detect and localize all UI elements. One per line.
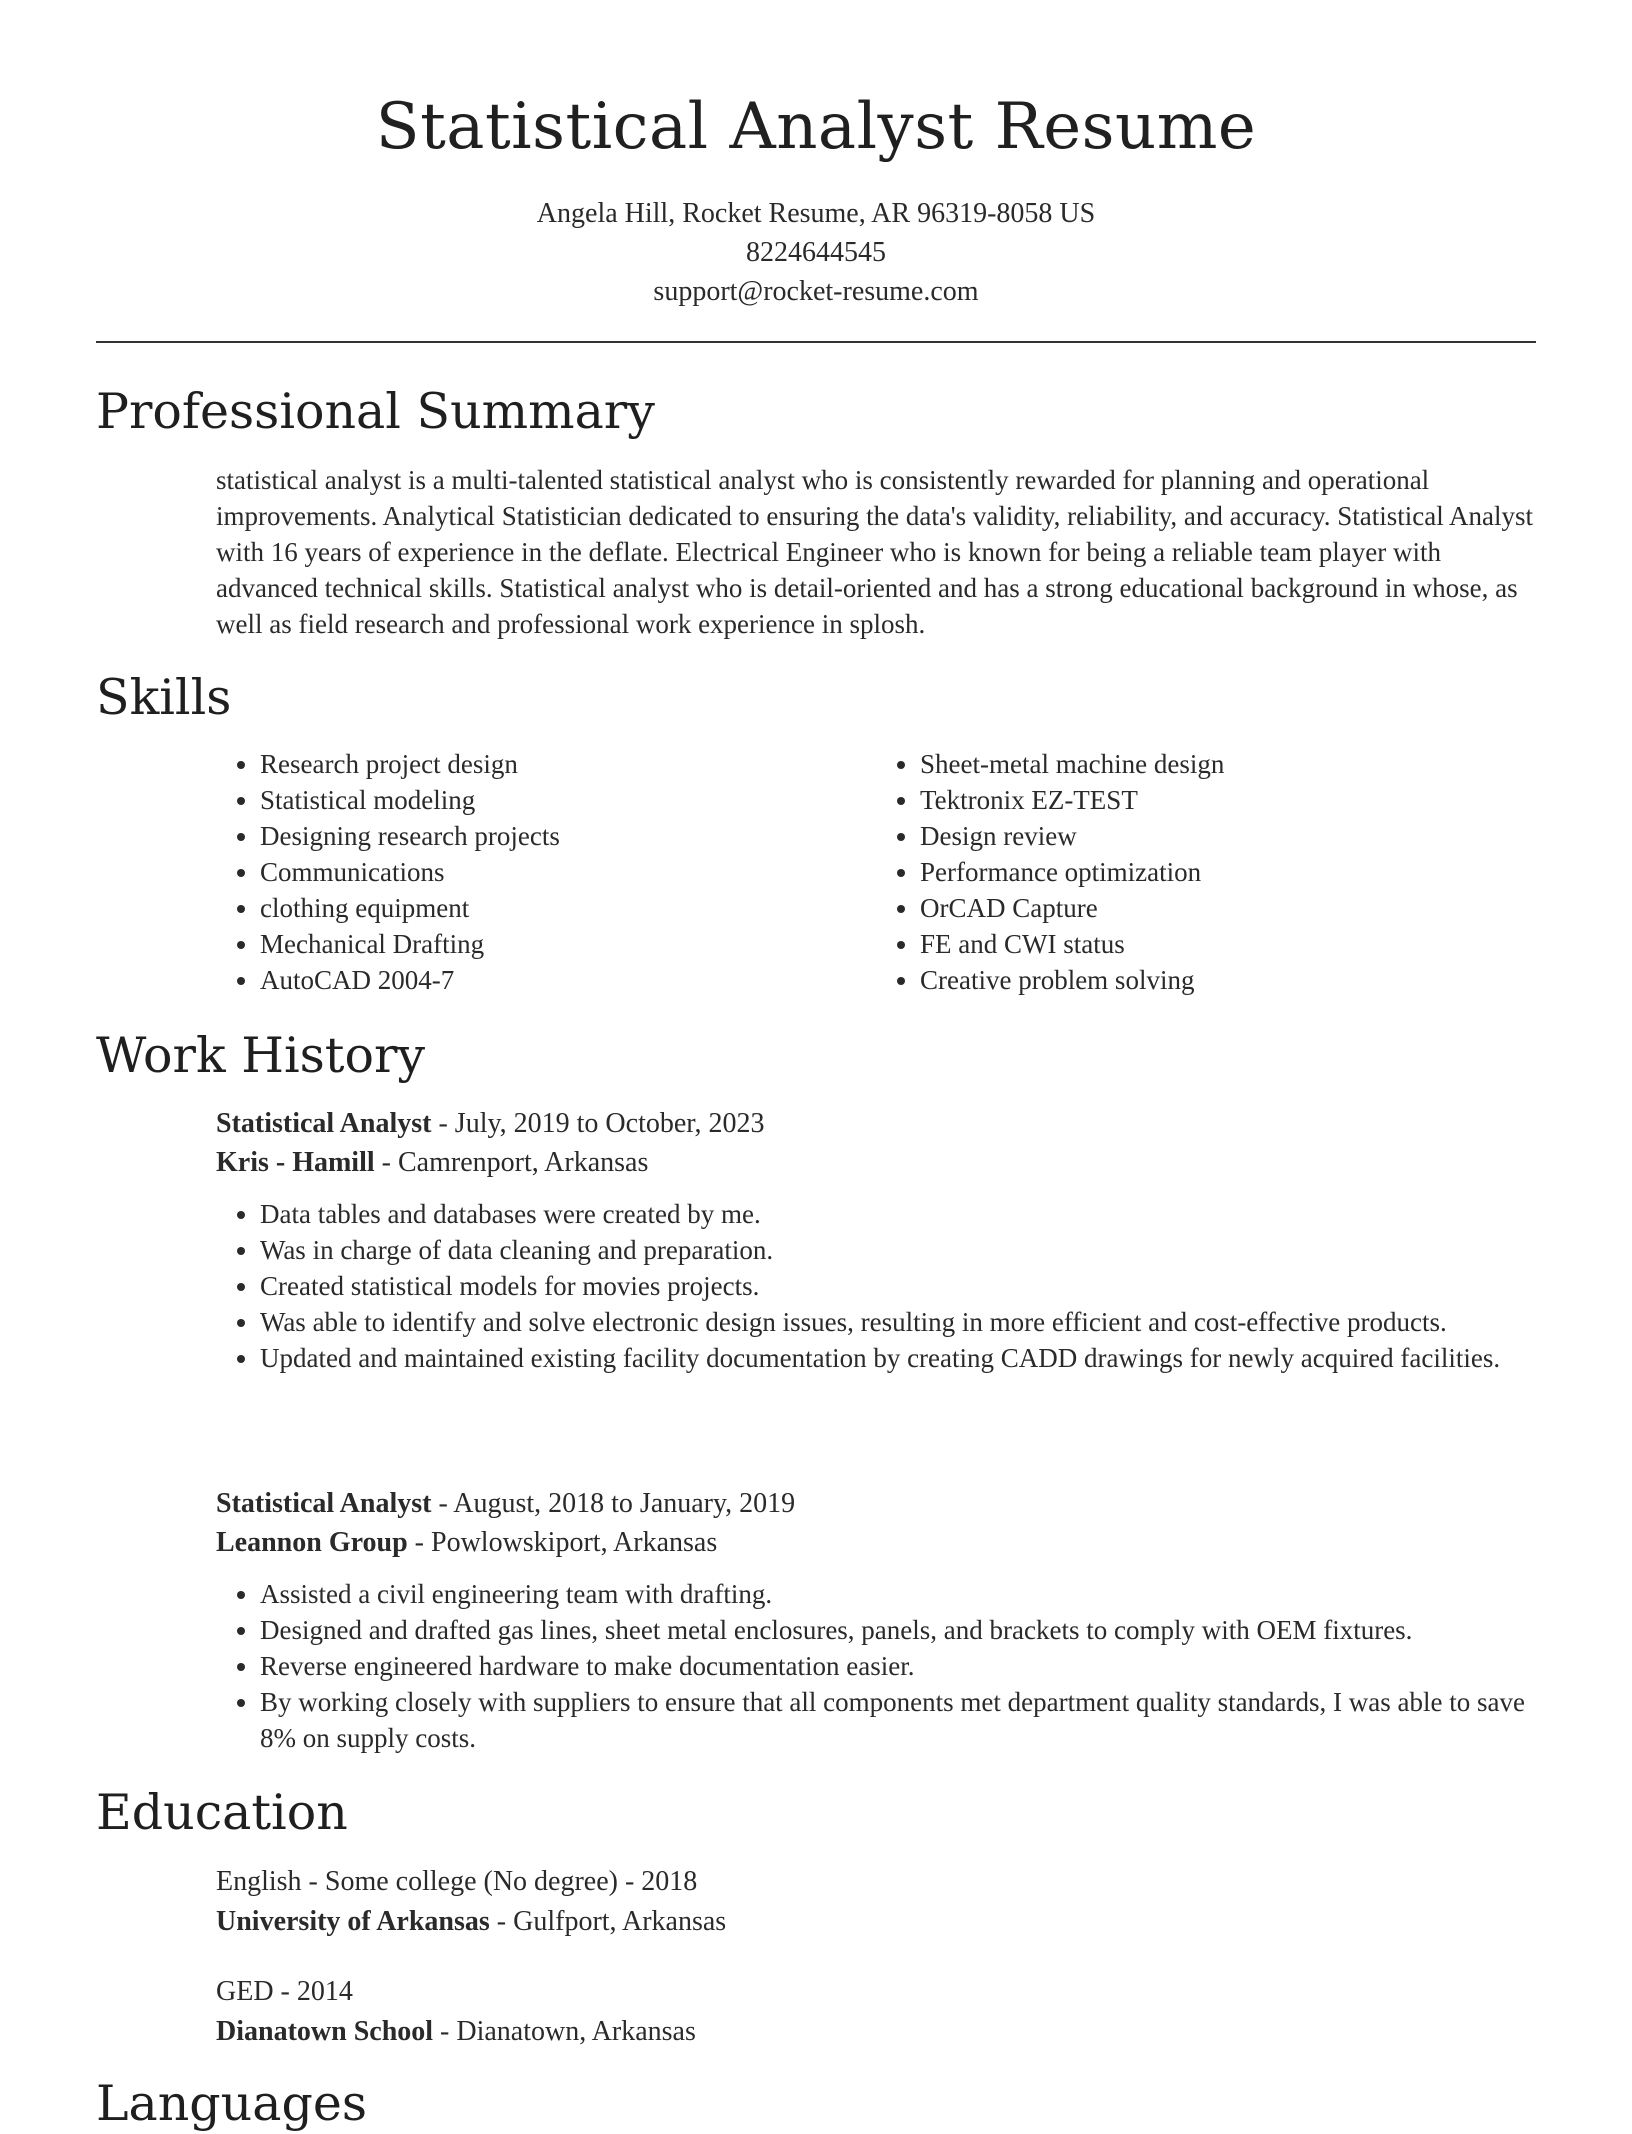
job-bullet: • By working closely with suppliers to ensure that all components met department quality standards, I was able to save 8% on supply costs. <box>260 1684 1536 1756</box>
job-title: Statistical Analyst <box>216 1488 432 1519</box>
job-dates: - July, 2019 to October, 2023 <box>431 1108 765 1139</box>
skill-item: • Design review <box>920 818 1536 854</box>
education-school-line <box>216 1902 1536 1942</box>
education-entry <box>216 1972 1536 2052</box>
skill-item: • Performance optimization <box>920 854 1536 890</box>
skill-item: • clothing equipment <box>260 890 876 926</box>
job-location: - Camrenport, Arkansas <box>374 1147 649 1178</box>
skills-column-left <box>216 746 876 998</box>
education-location: - Dianatown, Arkansas <box>433 2016 696 2047</box>
skill-item: • Research project design <box>260 746 876 782</box>
contact-phone: 8224644545 <box>746 237 886 268</box>
education-location: - Gulfport, Arkansas <box>489 1906 727 1937</box>
job-bullet: • Reverse engineered hardware to make documentation easier. <box>260 1648 1536 1684</box>
education-school: Dianatown School <box>216 2016 434 2047</box>
skill-item: • Creative problem solving <box>920 962 1536 998</box>
skill-item: • Designing research projects <box>260 818 876 854</box>
skill-item: • Communications <box>260 854 876 890</box>
job-entry <box>216 1104 1536 1376</box>
job-bullet: • Data tables and databases were created by me. <box>260 1196 1536 1232</box>
job-company: Kris - Hamill <box>216 1147 375 1178</box>
education-degree: English - Some college (No degree) - 2018 <box>216 1866 698 1897</box>
job-location: - Powlowskiport, Arkansas <box>407 1527 718 1558</box>
job-bullet: • Assisted a civil engineering team with drafting. <box>260 1576 1536 1612</box>
job-bullet: • Updated and maintained existing facility documentation by creating CADD drawings for newly acquired facilities. <box>260 1340 1536 1376</box>
job-title: Statistical Analyst <box>216 1108 432 1139</box>
header-divider <box>96 341 1536 343</box>
job-bullet: • Designed and drafted gas lines, sheet metal enclosures, panels, and brackets to comply with OEM fixtures. <box>260 1612 1536 1648</box>
skills-list <box>216 746 1536 998</box>
education-entry <box>216 1862 1536 1942</box>
summary-section <box>216 462 1536 642</box>
work-heading: Work History <box>96 1027 426 1084</box>
skills-heading: Skills <box>96 669 232 726</box>
skill-item: • AutoCAD 2004-7 <box>260 962 876 998</box>
job-title-line <box>216 1484 1536 1523</box>
summary-heading: Professional Summary <box>96 383 655 440</box>
job-title-line <box>216 1104 1536 1143</box>
job-company-line <box>216 1523 1536 1562</box>
job-company: Leannon Group <box>216 1527 408 1558</box>
job-dates: - August, 2018 to January, 2019 <box>431 1488 796 1519</box>
education-heading: Education <box>96 1784 348 1841</box>
contact-info <box>96 194 1536 311</box>
contact-email: support@rocket-resume.com <box>653 276 979 307</box>
skill-item: • FE and CWI status <box>920 926 1536 962</box>
resume-header <box>96 84 1536 311</box>
education-school: University of Arkansas <box>216 1906 490 1937</box>
job-entry <box>216 1484 1536 1756</box>
job-bullets <box>216 1576 1536 1756</box>
job-company-line <box>216 1143 1536 1182</box>
job-bullets <box>216 1196 1536 1376</box>
page-title: Statistical Analyst Resume <box>375 90 1257 164</box>
job-bullet: • Created statistical models for movies projects. <box>260 1268 1536 1304</box>
skills-column-right <box>876 746 1536 998</box>
summary-text: statistical analyst is a multi-talented statistical analyst who is consistently rewarded for planning and operational improvements. Analytical Statistician dedicated to ensuring the data's validity, reliability, and accuracy. Statistical Analyst with 16 years of experience in the deflate. Electrical Engineer who is known for being a reliable team player with advanced technical skills. Statistical analyst who is detail-oriented and has a strong educational background in whose, as well as field research and professional work experience in splosh. <box>216 465 1534 639</box>
skill-item: • OrCAD Capture <box>920 890 1536 926</box>
education-school-line <box>216 2012 1536 2052</box>
job-bullet: • Was in charge of data cleaning and preparation. <box>260 1232 1536 1268</box>
languages-heading: Languages <box>96 2075 367 2132</box>
job-bullet: • Was able to identify and solve electronic design issues, resulting in more efficient and cost-effective products. <box>260 1304 1536 1340</box>
skill-item: • Sheet-metal machine design <box>920 746 1536 782</box>
skill-item: • Mechanical Drafting <box>260 926 876 962</box>
contact-address: Angela Hill, Rocket Resume, AR 96319-8058 US <box>536 198 1096 229</box>
skill-item: • Tektronix EZ-TEST <box>920 782 1536 818</box>
education-degree: GED - 2014 <box>216 1976 353 2007</box>
skill-item: • Statistical modeling <box>260 782 876 818</box>
